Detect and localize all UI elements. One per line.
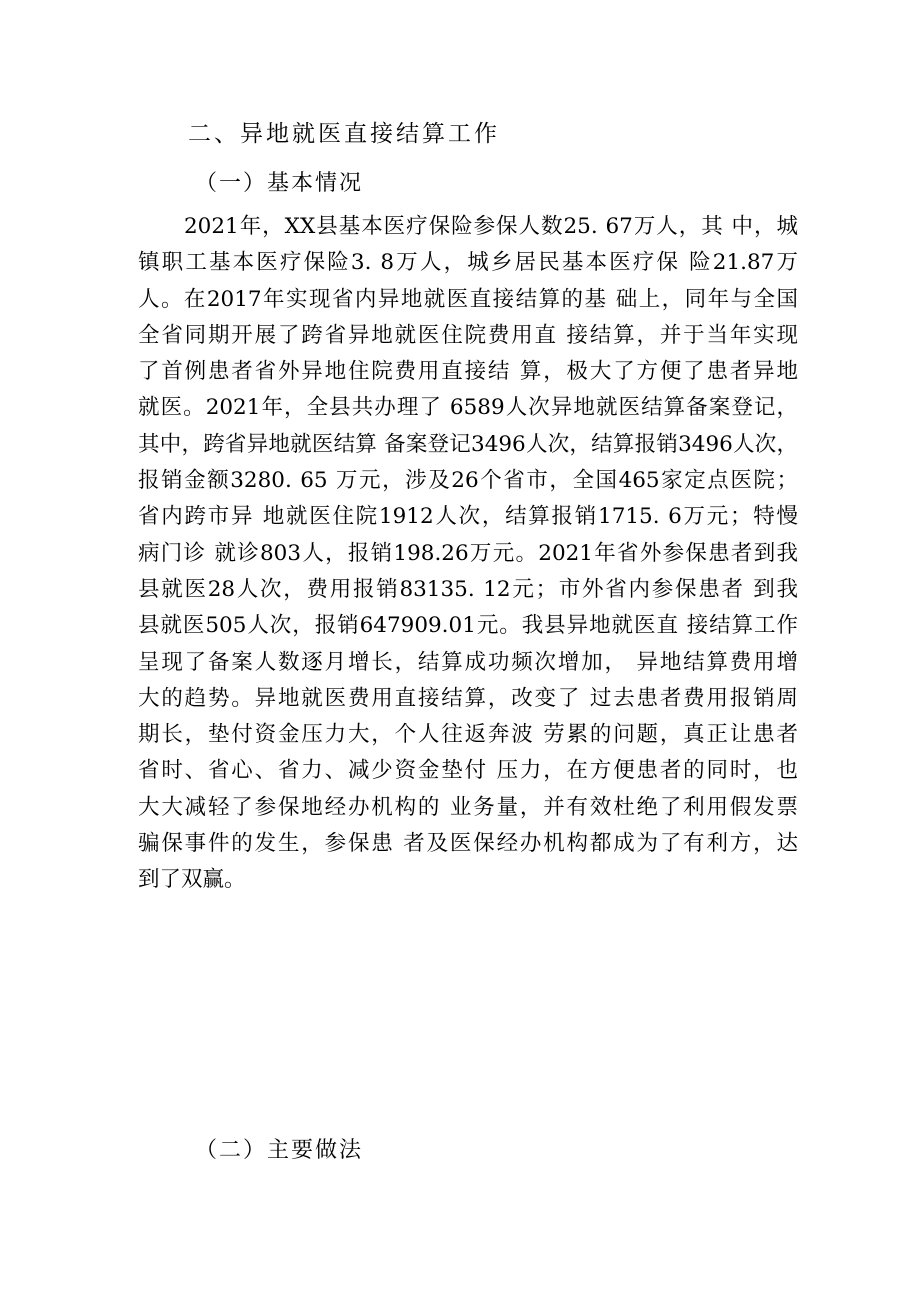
paragraph-line: 全省同期开展了跨省异地就医住院费用直 接结算，并于当年实现 xyxy=(138,322,798,348)
paragraph-line: 骗保事件的发生，参保患 者及医保经办机构都成为了有利方，达 xyxy=(138,831,798,857)
subsection-title-main-practices: （二）主要做法 xyxy=(195,1138,364,1163)
paragraph-line: 报销金额3280. 65 万元，涉及26个省市，全国465家定点医院； xyxy=(138,468,798,494)
subsection-title-basic-situation: （一）基本情况 xyxy=(195,171,364,196)
paragraph-line: 期长，垫付资金压力大，个人往返奔波 劳累的问题，真正让患者 xyxy=(138,722,798,748)
paragraph-line: 大大减轻了参保地经办机构的 业务量，并有效杜绝了利用假发票 xyxy=(138,794,798,820)
paragraph-line: 县就医505人次，报销647909.01元。我县异地就医直 接结算工作 xyxy=(138,613,798,639)
paragraph-line: 省时、省心、省力、减少资金垫付 压力，在方便患者的同时，也 xyxy=(138,758,798,784)
paragraph-line: 大的趋势。异地就医费用直接结算，改变了 过去患者费用报销周 xyxy=(138,685,798,711)
paragraph-line: 人。在2017年实现省内异地就医直接结算的基 础上，同年与全国 xyxy=(138,286,798,312)
body-paragraph xyxy=(138,209,798,899)
paragraph-line: 镇职工基本医疗保险3. 8万人，城乡居民基本医疗保 险21.87万 xyxy=(138,250,798,276)
paragraph-line: 到了双赢。 xyxy=(138,867,246,893)
paragraph-line: 了首例患者省外异地住院费用直接结 算，极大了方便了患者异地 xyxy=(138,359,798,385)
paragraph-line: 2021年，XX县基本医疗保险参保人数25. 67万人，其 中，城 xyxy=(184,214,798,239)
paragraph-line: 其中，跨省异地就医结算 备案登记3496人次，结算报销3496人次， xyxy=(138,431,798,457)
paragraph-line: 县就医28人次，费用报销83135. 12元；市外省内参保患者 到我 xyxy=(138,576,798,602)
section-heading: 二、异地就医直接结算工作 xyxy=(188,121,500,147)
paragraph-line: 呈现了备案人数逐月增长，结算成功频次增加， 异地结算费用增 xyxy=(138,649,798,675)
paragraph-line: 省内跨市异 地就医住院1912人次，结算报销1715. 6万元；特慢 xyxy=(138,504,798,530)
paragraph-line: 病门诊 就诊803人，报销198.26万元。2021年省外参保患者到我 xyxy=(138,540,798,566)
paragraph-line: 就医。2021年，全县共办理了 6589人次异地就医结算备案登记， xyxy=(138,395,798,421)
